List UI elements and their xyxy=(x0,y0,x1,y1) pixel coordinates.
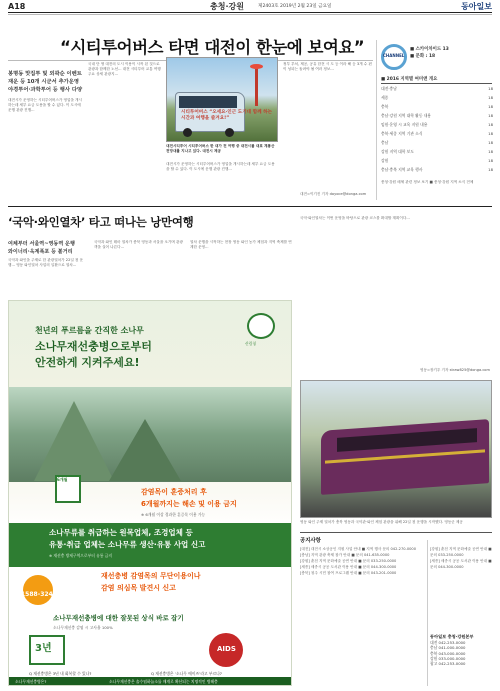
header-rule xyxy=(8,12,492,13)
sidebar-head-2: ■ 문화 : 18 xyxy=(410,54,436,59)
bus-wheel xyxy=(183,128,192,137)
story2-column-1: 국악과 와인을 주제로 한 관광열차가 22일 첫 운행… 영동 와인열차 사업의 일환으로 열차... xyxy=(8,258,84,268)
ad-line-7: 유통·취급 업체는 소나무류 생산·유통 사업 신고 xyxy=(49,540,206,549)
sidebar-row[interactable] xyxy=(381,140,493,149)
sidebar-row[interactable] xyxy=(381,104,493,113)
sidebar-rule xyxy=(381,83,492,84)
story-divider xyxy=(8,206,492,207)
sidebar-row[interactable] xyxy=(381,158,493,167)
notice-item[interactable]: [세종] 세종시 공공 도서관 이용 안내 ■ 문의 044-300-0000 xyxy=(430,559,492,569)
tower-shape xyxy=(255,66,258,106)
ad-line-5: 6개월까지는 해손 및 이용 금지 xyxy=(141,500,237,508)
story1-column-4: 정부 부처, 제공, 공유 한전 시 도 등 이라 해 등 3개 수 편이 성되는 돌려야 될 여러 정보... xyxy=(283,62,372,72)
sidebar-row[interactable] xyxy=(381,122,493,131)
ad-line-8: 재선충병 감염목의 무단이용이나 xyxy=(101,572,201,580)
header-rule-thin xyxy=(8,14,492,15)
sidebar-row-label: 충북·세종 지역 기관 소식 xyxy=(381,131,423,136)
notices-title: 공지사항 xyxy=(300,538,321,544)
ad-footer-label: 소나무재선충병은? xyxy=(15,679,47,684)
notices-rule xyxy=(300,532,492,533)
story1-subhead-2: 재운 등 10개 시군서 추가운영 xyxy=(8,79,80,85)
notice-item[interactable]: [세종] 세종시 공공 도서관 이용 안내 ■ 문의 044-300-0000 xyxy=(300,565,397,569)
sidebar-row-label: 강원 지역 대학 보도 xyxy=(381,149,414,154)
sidebar-title: ■ 2016 지역별 여미앤 개요 xyxy=(381,77,438,82)
ad-peak-shape xyxy=(109,419,181,481)
contacts-list xyxy=(430,640,492,666)
story2-subhead-2: 와이너리·옥계폭포 등 볼거리 xyxy=(8,249,73,255)
contact-line: 충남 041-000-0000 xyxy=(430,645,466,651)
advertisement[interactable] xyxy=(8,300,292,686)
sidebar-row-label: 세종 xyxy=(381,95,389,100)
notices-list xyxy=(300,546,424,686)
story2-subhead-1: 여체부터 서울역~영동역 운행 xyxy=(8,241,75,247)
contact-line: 충북 043-000-0000 xyxy=(430,650,466,656)
contacts-heading: 동아일보 충청·강원본부 xyxy=(430,634,474,639)
notice-item[interactable]: [충북] 청주 시민 참여 프로그램 안내 ■ 문의 043-201-0000 xyxy=(300,571,397,575)
ad-question-2: Q 재선충병은 ‘소나무 에이즈’라고 부르나? xyxy=(151,671,222,676)
sidebar-row-label: 충북 xyxy=(381,104,389,109)
ad-line-2: 소나무재선충병으로부터 xyxy=(35,340,152,353)
contact-line: 광고 042-253-0000 xyxy=(430,661,466,667)
story1-subhead-1: 봉명동 맛집투 및 외곽순 이벤트 xyxy=(8,71,82,77)
sidebar-row[interactable] xyxy=(381,149,493,158)
story1-byline: 대전=이기진 기자 doyoce@donga.com xyxy=(300,192,367,196)
story1-photo-caption: 대전시티투어 시티투어버스 한 대가 전 여행 중 대전시를 대표 계룡산 전망대를 지나고 있다. 대전시 제공 xyxy=(166,144,275,154)
ad-question-1: Q 재선충병은 3년 내 회복할 수 있나? xyxy=(29,671,92,676)
notices-list-2 xyxy=(430,546,492,630)
ad-note-1: ※ 6개월 이상 경과한 훈증목 이용 가능 xyxy=(141,512,206,517)
tower-top-shape xyxy=(250,64,263,69)
channel-logo-text: CHANNEL xyxy=(383,53,405,58)
sidebar-row-label: 강원 xyxy=(381,158,389,163)
sidebar-divider xyxy=(376,40,377,200)
ad-note-2: ※ 재선충 방제구역으로부터 유통 금지 xyxy=(49,553,113,558)
ad-peak-shape xyxy=(34,401,114,481)
sidebar-row[interactable] xyxy=(381,131,493,140)
notice-item[interactable]: [강원] 춘천 지역 문화예술 공연 안내 ■ 문의 033-250-0000 xyxy=(300,559,397,563)
phone-badge-icon xyxy=(23,575,53,605)
sidebar-row[interactable] xyxy=(381,95,493,104)
calendar-label: 6개월 xyxy=(57,477,68,482)
sidebar-row[interactable] xyxy=(381,86,493,95)
sidebar-row-label: 대전·충남 xyxy=(381,86,397,91)
ad-line-6: 소나무류를 취급하는 원목업체, 조경업체 등 xyxy=(49,528,193,537)
ad-line-10: 소나무재선충병에 대한 잘못된 상식 바로 잡기 xyxy=(53,614,184,622)
ad-stat-1: 3년 xyxy=(35,643,52,654)
sidebar-head-1: ■ 스카이차이드 13 xyxy=(410,47,449,52)
sidebar-row-label: 충남·충북 지역 교육 행사 xyxy=(381,167,423,172)
ad-line-4: 감염목이 훈증처리 후 xyxy=(141,488,207,496)
sidebar-row-label: 충남·강원 지역 대학 활동 내용 xyxy=(381,113,432,118)
ad-line-9: 감염 의심목 발견시 신고 xyxy=(101,584,176,592)
sidebar-row-value: 18 xyxy=(488,140,493,145)
forest-service-logo-icon xyxy=(247,313,275,339)
sidebar-row-value: 18 xyxy=(488,167,493,172)
ad-line-1: 천년의 푸르름을 간직한 소나무 xyxy=(35,326,144,335)
ad-logo-label: 산림청 xyxy=(245,341,257,346)
story1-column-3-continued: 대전시가 운영하는 시티투어버스가 영업을 개시하는데 세부 요금 도용을 할 수 있다. 이 도시에 운행 관광 진행... xyxy=(166,162,275,172)
train-photo xyxy=(300,380,492,518)
ad-stat-2: AIDS xyxy=(217,645,236,653)
notice-item[interactable]: [대전] 대전시 소상공인 지원 사업 안내 ■ 지역 행사 문의 042-270-0000 xyxy=(300,547,416,551)
sidebar-row-value: 18 xyxy=(488,86,493,91)
ad-line-3: 안전하게 지켜주세요! xyxy=(35,356,140,369)
sidebar-row-value: 18 xyxy=(488,149,493,154)
story1-headline: “시티투어버스 타면 대전이 한눈에 보여요” xyxy=(60,38,365,57)
ad-phone-number[interactable]: 1588-3249 xyxy=(21,591,57,598)
story1-subhead-3: 야경투어·과학투어 등 행사 다양 xyxy=(8,87,83,93)
story2-byline: 영동=장기우 기자 straw825@donga.com xyxy=(420,368,491,372)
story2-column-2: 국악과 와인 테마 열차가 충북 영동과 서울을 오가며 관광객을 실어 나른다... xyxy=(94,240,183,250)
sidebar-note: 충청·강원 매체 관련 정보 보기 ■ 충청·강원 지역 소식 전체 xyxy=(381,180,474,184)
ad-note-3: 소나무재선충 감염 시 고사율 100% xyxy=(53,625,113,630)
bus-wheel xyxy=(225,128,234,137)
bus-window xyxy=(179,96,237,108)
dateline: 제2403호 2019년 2월 23일 금요일 xyxy=(258,4,332,9)
bus-photo xyxy=(166,57,278,142)
contact-line: 강원 033-000-0000 xyxy=(430,655,466,661)
contact-line: 대전 042-253-0000 xyxy=(430,640,466,645)
story2-column-3: 열차 운행을 시작하는 현장 영동 와인 농가 체험과 지역 축제를 연계한 운영... xyxy=(190,240,292,250)
story2-subheads xyxy=(8,240,75,256)
sidebar-row-value: 18 xyxy=(488,113,493,118)
section-title: 충청·강원 xyxy=(210,2,244,11)
story1-column-1: 대전시가 운영하는 시티투어버스가 영업을 개시하는데 세부 요금 도용을 할 수 있다. 이 도시에 운행 관광 진행... xyxy=(8,98,82,113)
notice-item[interactable]: [강원] 춘천 지역 문화예술 공연 안내 ■ 문의 033-250-0000 xyxy=(430,547,492,557)
sidebar-list xyxy=(381,86,493,176)
story2-headline: ‘국악·와인열차’ 타고 떠나는 낭만여행 xyxy=(8,215,194,229)
sidebar-row-value: 18 xyxy=(488,158,493,163)
notice-item[interactable]: [충남] 지역 관광 축제 참가 안내 ■ 문의 041-635-0000 xyxy=(300,553,390,557)
ad-footer-text: 소나무재선충은 솔수염하늘소를 매개로 확산되는 치명적인 병해충 xyxy=(109,679,218,684)
sidebar-row-value: 18 xyxy=(488,95,493,100)
sidebar-row[interactable] xyxy=(381,113,493,122)
story2-column-4: 국악·와인열차는 이번 운영을 바탕으로 관광 코스를 확대할 계획이다... xyxy=(300,216,410,220)
bus-photo-caption-box: 시티투어버스 “오세요·인근 도기대 함께 하는 시간과 여행을 즐겨요!” xyxy=(181,110,273,121)
sidebar-row-value: 18 xyxy=(488,104,493,109)
notices-divider xyxy=(427,540,428,686)
sidebar-row[interactable] xyxy=(381,167,493,176)
sidebar-row-label: 충남 xyxy=(381,140,389,145)
sidebar-row-value: 18 xyxy=(488,131,493,136)
story1-subheads xyxy=(8,70,82,94)
newspaper-logo: 동아일보 xyxy=(461,1,492,11)
sidebar-row-label: 임원·운영 시 교육 지원 내용 xyxy=(381,122,428,127)
story2-photo-caption: 영동 와인 주제 열차가 충북 영동과 국악관·와인 체험 관광을 위해 22일 첫 운행을 시작했다. 영동군 제공 xyxy=(300,520,463,524)
sidebar-row-value: 18 xyxy=(488,122,493,127)
story1-column-2: 국내 단 생 대전의 도시 이용이 시작 된 것으로 관광과 함께한 노선... 대전 시티투어 교통 여행 주요 상세 관광지... xyxy=(88,62,161,77)
page-number: A18 xyxy=(8,2,26,11)
